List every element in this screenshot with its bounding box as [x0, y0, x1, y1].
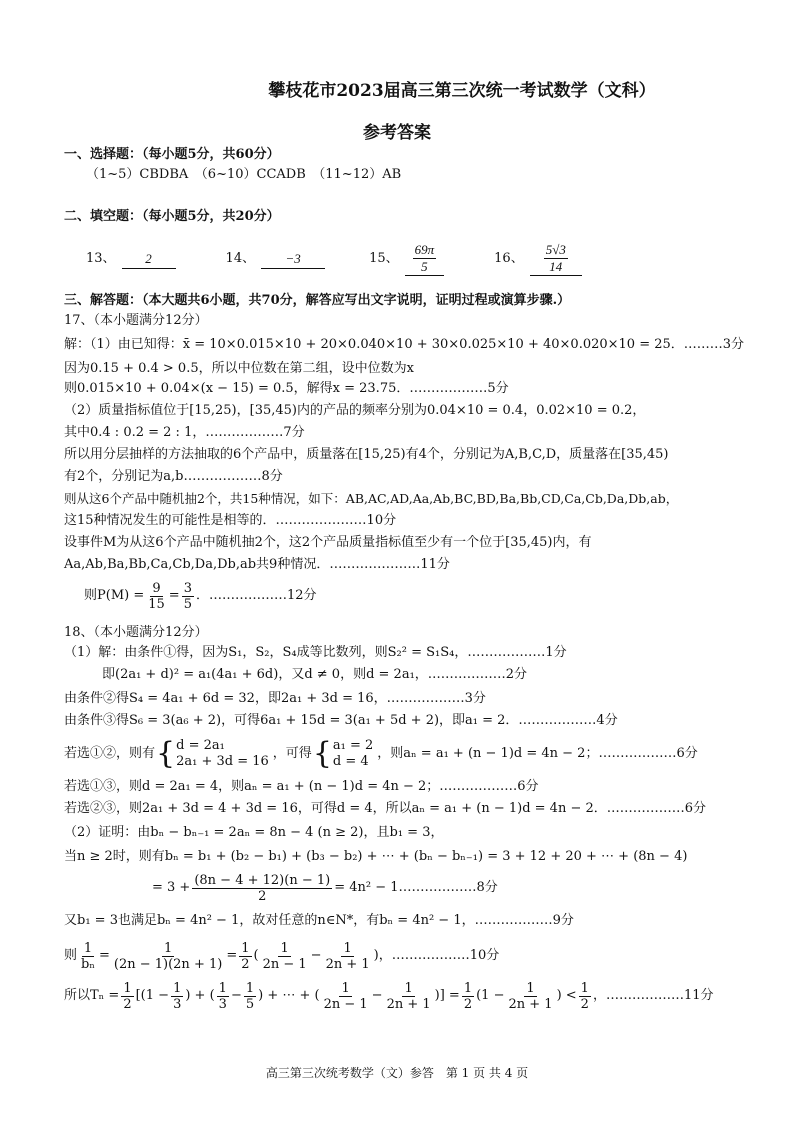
frac-num: 1 [341, 980, 350, 996]
frac-num: (8n − 4 + 12)(n − 1) [194, 872, 331, 888]
frac-num: 1 [343, 940, 352, 956]
frac-num: 1 [245, 980, 255, 996]
q18-line-3: 由条件②得S₄ = 4a₁ + 6d = 32，即2a₁ + 3d = 16，………………3分 [64, 691, 486, 706]
left-brace-icon: { [156, 736, 176, 771]
frac [506, 981, 554, 1012]
q18-score-11: ，………………11分 [592, 988, 714, 1003]
frac-half [239, 941, 251, 972]
frac-num: 1 [83, 940, 93, 956]
frac [462, 981, 474, 1012]
frac-den: 2n + 1 [508, 996, 553, 1012]
frac [579, 981, 591, 1012]
frac-num: 1 [218, 980, 227, 996]
frac-2n-minus-1 [261, 941, 309, 972]
q17-line-1: 解：（1）由已知得：x̄ = 10×0.015×10 + 20×0.040×10 + 30×0.025×10 + 40×0.020×10 = 25．………3分 [64, 337, 745, 352]
sum-result: = 4n² − 1………………8分 [334, 880, 498, 895]
open-paren: ( [253, 948, 259, 963]
frac-den: 2n − 1 [262, 956, 307, 972]
q18-line-11: 又b₁ = 3也满足bₙ = 4n² − 1，故对任意的n∈N*，有bₙ = 4n² − 1，………………9分 [64, 913, 574, 928]
frac-den: 2n + 1 [386, 996, 431, 1012]
q18-line-8: （2）证明：由bₙ − bₙ₋₁ = 2aₙ = 8n − 4 (n ≥ 2)，且b₁ = 3， [64, 825, 444, 840]
frac [244, 981, 256, 1012]
frac [322, 981, 370, 1012]
frac [121, 981, 133, 1012]
q18-line-6: 若选①③，则d = 2a₁ = 4，则aₙ = a₁ + (n − 1)d = 4n − 2；………………6分 [64, 779, 539, 794]
fill-answers [86, 234, 754, 284]
sum-prefix: = 3 + [152, 880, 191, 895]
equals-sign: = [226, 948, 238, 963]
q16-denominator: 14 [549, 259, 563, 274]
q17-line-3: 则0.015×10 + 0.04×(x − 15) = 0.5，解得x = 23.75．………………5分 [64, 381, 509, 396]
frac-2n-plus-1 [324, 941, 372, 972]
q15-numerator: 69π [414, 242, 435, 257]
frac-num: 9 [152, 580, 161, 596]
frac-den: 2n + 1 [325, 956, 370, 972]
tn-label: 所以Tₙ = [64, 988, 120, 1003]
q17-line-10: 设事件M为从这6个产品中随机抽2个，这2个产品质量指标值至少有一个位于[35,45)内，有 [64, 535, 592, 550]
section-solution-heading: 三、解答题：（本大题共6小题，共70分，解答应写出文字说明，证明过程或演算步骤.） [64, 293, 571, 308]
frac-num: 1 [526, 980, 535, 996]
frac [171, 981, 183, 1012]
frac-den: 2 [463, 996, 473, 1012]
then-label: 则 [64, 948, 78, 963]
section-choice-heading: 一、选择题：（每小题5分，共60分） [64, 147, 280, 162]
left-brace-icon: { [312, 736, 332, 771]
frac-num: 1 [173, 980, 182, 996]
section-fill-heading: 二、填空题：（每小题5分，共20分） [64, 209, 280, 224]
q15-denominator: 5 [421, 259, 428, 274]
q18-line-10 [152, 868, 754, 908]
q15-answer [405, 242, 445, 276]
q18-title: 18、（本小题满分12分） [64, 625, 208, 640]
frac-num: 1 [580, 980, 589, 996]
frac-den: (2n − 1)(2n + 1) [113, 956, 223, 972]
frac-num: 1 [123, 980, 132, 996]
frac-den: 2 [241, 956, 250, 972]
system-row: 2a₁ + 3d = 16 [176, 754, 269, 769]
q14-label: 14、 [225, 251, 256, 266]
q17-line-6: 所以用分层抽样的方法抽取的6个产品中，质量落在[15,25)有4个，分别记为A,B,C,D，质量落在[35,45) [64, 447, 669, 462]
q17-score-12: ．………………12分 [195, 588, 317, 603]
q18-score-10: )，………………10分 [373, 948, 500, 963]
frac-den: 2 [258, 888, 267, 904]
case-12-label: 若选①②，则有 [64, 746, 156, 761]
frac-num: 1 [463, 980, 473, 996]
frac-den: 2 [580, 996, 589, 1012]
expr-part: )] = [434, 988, 460, 1003]
page-footer: 高三第三次统考数学（文）参答 第 1 页 共 4 页 [265, 1066, 529, 1080]
q18-line-7: 若选②③，则2a₁ + 3d = 4 + 3d = 16，可得d = 4，所以aₙ = a₁ + (n − 1)d = 4n − 2．………………6分 [64, 801, 707, 816]
system-row: d = 2a₁ [176, 738, 225, 753]
expr-part: − [371, 988, 383, 1003]
q18-line-5 [64, 736, 754, 772]
system-row: a₁ = 2 [332, 738, 374, 753]
case-12-result: ，则aₙ = a₁ + (n − 1)d = 4n − 2；………………6分 [377, 746, 698, 761]
q18-line-13 [64, 976, 754, 1016]
q17-line-2: 因为0.15 + 0.4 > 0.5，所以中位数在第二组，设中位数为x [64, 361, 414, 376]
q18-line-2: 即(2a₁ + d)² = a₁(4a₁ + 6d)，又d ≠ 0，则d = 2a₁，………………2分 [102, 667, 528, 682]
frac-num: 1 [241, 940, 250, 956]
frac-den: 3 [173, 996, 182, 1012]
q17-line-9: 这15种情况发生的可能性是相等的．…………………10分 [64, 513, 397, 528]
q18-line-1: （1）解：由条件①得，因为S₁，S₂，S₄成等比数列，则S₂² = S₁S₄，………………1分 [64, 645, 567, 660]
expr-part: ) < [556, 988, 577, 1003]
frac [217, 981, 229, 1012]
sum-fraction [192, 873, 332, 904]
equals-sign: = [168, 588, 180, 603]
q16-label: 16、 [494, 251, 524, 266]
q13-label: 13、 [86, 251, 116, 266]
q15-label: 15、 [369, 251, 399, 266]
expr-part: − [230, 988, 242, 1003]
q18-line-9: 当n ≥ 2时，则有bₙ = b₁ + (b₂ − b₁) + (b₃ − b₂) + ⋯ + (bₙ − bₙ₋₁) = 3 + 12 + 20 + ⋯ + (8n − 4) [64, 849, 688, 864]
equation-system-2 [333, 738, 373, 770]
expr-part: ) + ( [185, 988, 215, 1003]
q16-answer [530, 242, 582, 276]
choice-answers: （1~5）CBDBA （6~10）CCADB （11~12）AB [86, 167, 402, 182]
frac-den: 2n − 1 [323, 996, 368, 1012]
q17-frac-9-15 [146, 581, 167, 612]
q17-line-7: 有2个，分别记为a,b………………8分 [64, 469, 283, 484]
q17-line-5: 其中0.4 : 0.2 = 2 : 1，………………7分 [64, 425, 305, 440]
frac-num: 1 [280, 940, 289, 956]
q17-line-4: （2）质量指标值位于[15,25)，[35,45)内的产品的频率分别为0.04×10 = 0.4，0.02×10 = 0.2， [64, 403, 646, 418]
frac-num: 1 [404, 980, 413, 996]
q16-numerator: 5√3 [545, 242, 566, 257]
expr-part: ) + ⋯ + ( [258, 988, 320, 1003]
q17-line-12 [84, 578, 754, 614]
minus-sign: − [310, 948, 322, 963]
q13-answer: 2 [122, 250, 176, 269]
q17-frac-3-5 [182, 581, 194, 612]
frac-num: 1 [163, 940, 173, 956]
equals-sign: = [98, 948, 110, 963]
q14-answer: −3 [261, 250, 325, 269]
frac-den: bₙ [81, 956, 95, 972]
q17-line-11: Aa,Ab,Ba,Bb,Ca,Cb,Da,Db,ab共9种情况．…………………11分 [64, 557, 450, 572]
frac-den: 2 [123, 996, 132, 1012]
q18-line-12 [64, 936, 754, 976]
document-title: 攀枝花市2023届高三第三次统一考试数学（文科） [268, 81, 656, 101]
q18-line-4: 由条件③得S₆ = 3(a₆ + 2)，可得6a₁ + 15d = 3(a₁ + 5d + 2)，即a₁ = 2．………………4分 [64, 713, 618, 728]
expr-part: [(1 − [135, 988, 170, 1003]
frac-num: 3 [183, 580, 192, 596]
document-subtitle: 参考答案 [363, 123, 431, 143]
q17-title: 17、（本小题满分12分） [64, 313, 208, 328]
frac-den: 15 [148, 596, 165, 612]
frac-den: 3 [218, 996, 227, 1012]
frac [385, 981, 433, 1012]
case-12-mid: ，可得 [272, 746, 312, 761]
system-row: d = 4 [332, 754, 369, 769]
expr-part: (1 − [476, 988, 505, 1003]
frac-product [112, 941, 224, 972]
frac-den: 5 [245, 996, 255, 1012]
frac-den: 5 [183, 596, 192, 612]
frac-1-bn [79, 941, 97, 972]
equation-system-1 [176, 738, 269, 770]
q17-line-8: 则从这6个产品中随机抽2个，共15种情况，如下：AB,AC,AD,Aa,Ab,BC,BD,Ba,Bb,CD,Ca,Cb,Da,Db,ab， [64, 491, 679, 506]
q17-prob-label: 则P(M) = [84, 588, 145, 603]
